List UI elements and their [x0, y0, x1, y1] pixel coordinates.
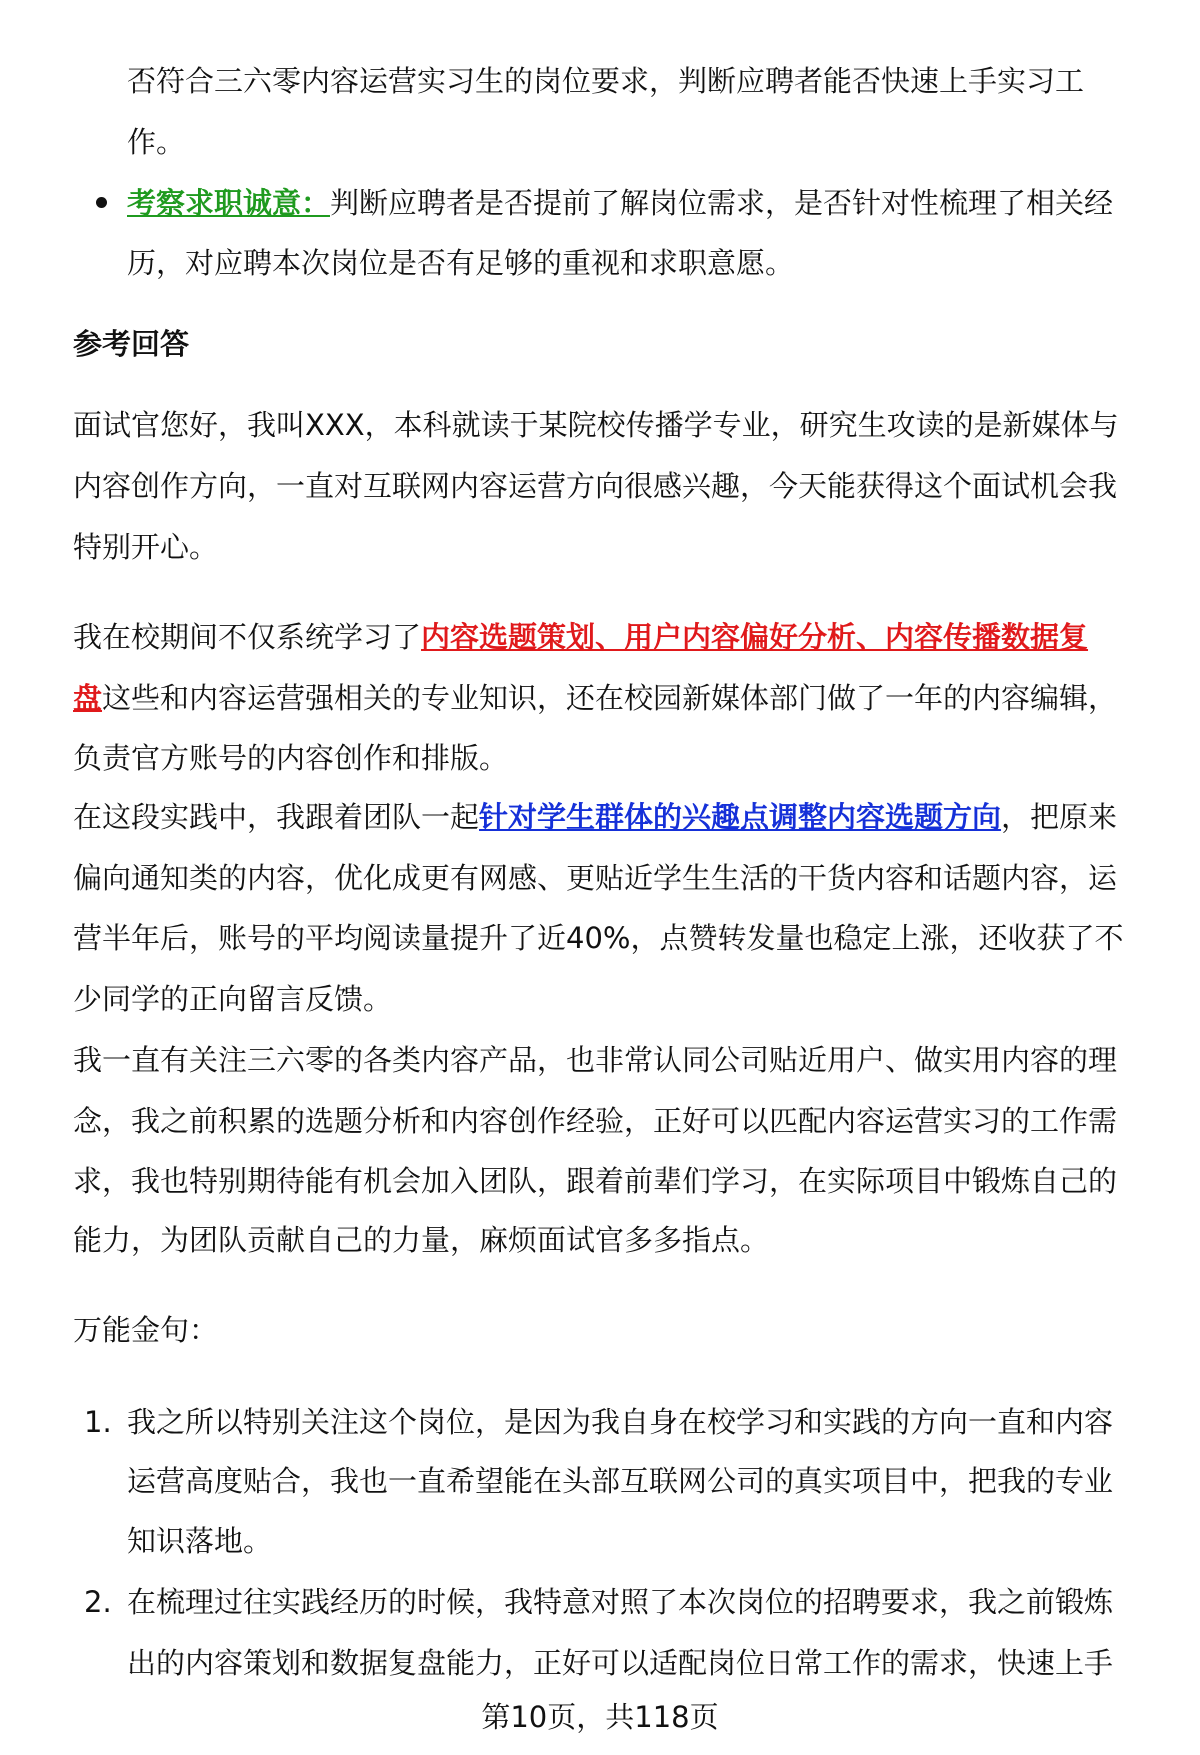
text-line: [73, 607, 1088, 667]
text-line: 少同学的正向留言反馈。: [73, 982, 393, 1016]
text: 这些和内容运营强相关的专业知识，还在校园新媒体部门做了一年的内容编辑，: [102, 681, 1118, 715]
text-line: 作。: [127, 125, 186, 159]
list-number: 2.: [84, 1585, 112, 1619]
list-number: 1.: [84, 1405, 112, 1439]
text-line: 内容创作方向，一直对互联网内容运营方向很感兴趣，今天能获得这个面试机会我: [73, 469, 1118, 503]
list-item-line: 运营高度贴合，我也一直希望能在头部互联网公司的真实项目中，把我的专业: [127, 1464, 1114, 1498]
text-line: 求，我也特别期待能有机会加入团队，跟着前辈们学习，在实际项目中锻炼自己的: [73, 1164, 1118, 1198]
text-line: 特别开心。: [73, 530, 219, 564]
text-line: 营半年后，账号的平均阅读量提升了近40%，点赞转发量也稳定上涨，还收获了不: [73, 921, 1124, 955]
text-line: [73, 668, 1117, 728]
text-line: 念，我之前积累的选题分析和内容创作经验，正好可以匹配内容运营实习的工作需: [73, 1104, 1118, 1138]
text-line: 我一直有关注三六零的各类内容产品，也非常认同公司贴近用户、做实用内容的理: [73, 1043, 1118, 1077]
text: 在这段实践中，我跟着团队一起: [73, 800, 480, 834]
highlight-red: 内容选题策划、用户内容偏好分析、内容传播数据复: [421, 620, 1089, 654]
page-footer: 第10页，共118页: [481, 1700, 719, 1734]
list-item-line: 在梳理过往实践经历的时候，我特意对照了本次岗位的招聘要求，我之前锻炼: [127, 1585, 1114, 1619]
text-line: 否符合三六零内容运营实习生的岗位要求，判断应聘者能否快速上手实习工: [127, 64, 1085, 98]
text-line: 面试官您好，我叫XXX，本科就读于某院校传播学专业，研究生攻读的是新媒体与: [73, 408, 1119, 442]
text-line: 能力，为团队贡献自己的力量，麻烦面试官多多指点。: [73, 1223, 770, 1257]
bullet-dot-icon: [96, 197, 107, 208]
bullet-label: 考察求职诚意：: [127, 186, 331, 220]
list-item-line: 我之所以特别关注这个岗位，是因为我自身在校学习和实践的方向一直和内容: [127, 1405, 1114, 1439]
text-line: 历，对应聘本次岗位是否有足够的重视和求职意愿。: [127, 246, 795, 280]
text: ，把原来: [1001, 800, 1118, 834]
list-item-line: 知识落地。: [127, 1524, 273, 1558]
highlight-blue: 针对学生群体的兴趣点调整内容选题方向: [479, 800, 1002, 834]
section-heading: 参考回答: [73, 327, 190, 361]
golden-label: 万能金句：: [73, 1313, 219, 1347]
bullet-item: [127, 173, 1113, 233]
text: 我在校期间不仅系统学习了: [73, 620, 422, 654]
text-line: [73, 787, 1117, 847]
highlight-red: 盘: [73, 681, 103, 715]
text-line: 负责官方账号的内容创作和排版。: [73, 741, 509, 775]
bullet-text: 判断应聘者是否提前了解岗位需求，是否针对性梳理了相关经: [330, 186, 1114, 220]
list-item-line: 出的内容策划和数据复盘能力，正好可以适配岗位日常工作的需求，快速上手: [127, 1646, 1114, 1680]
text-line: 偏向通知类的内容，优化成更有网感、更贴近学生生活的干货内容和话题内容，运: [73, 861, 1118, 895]
